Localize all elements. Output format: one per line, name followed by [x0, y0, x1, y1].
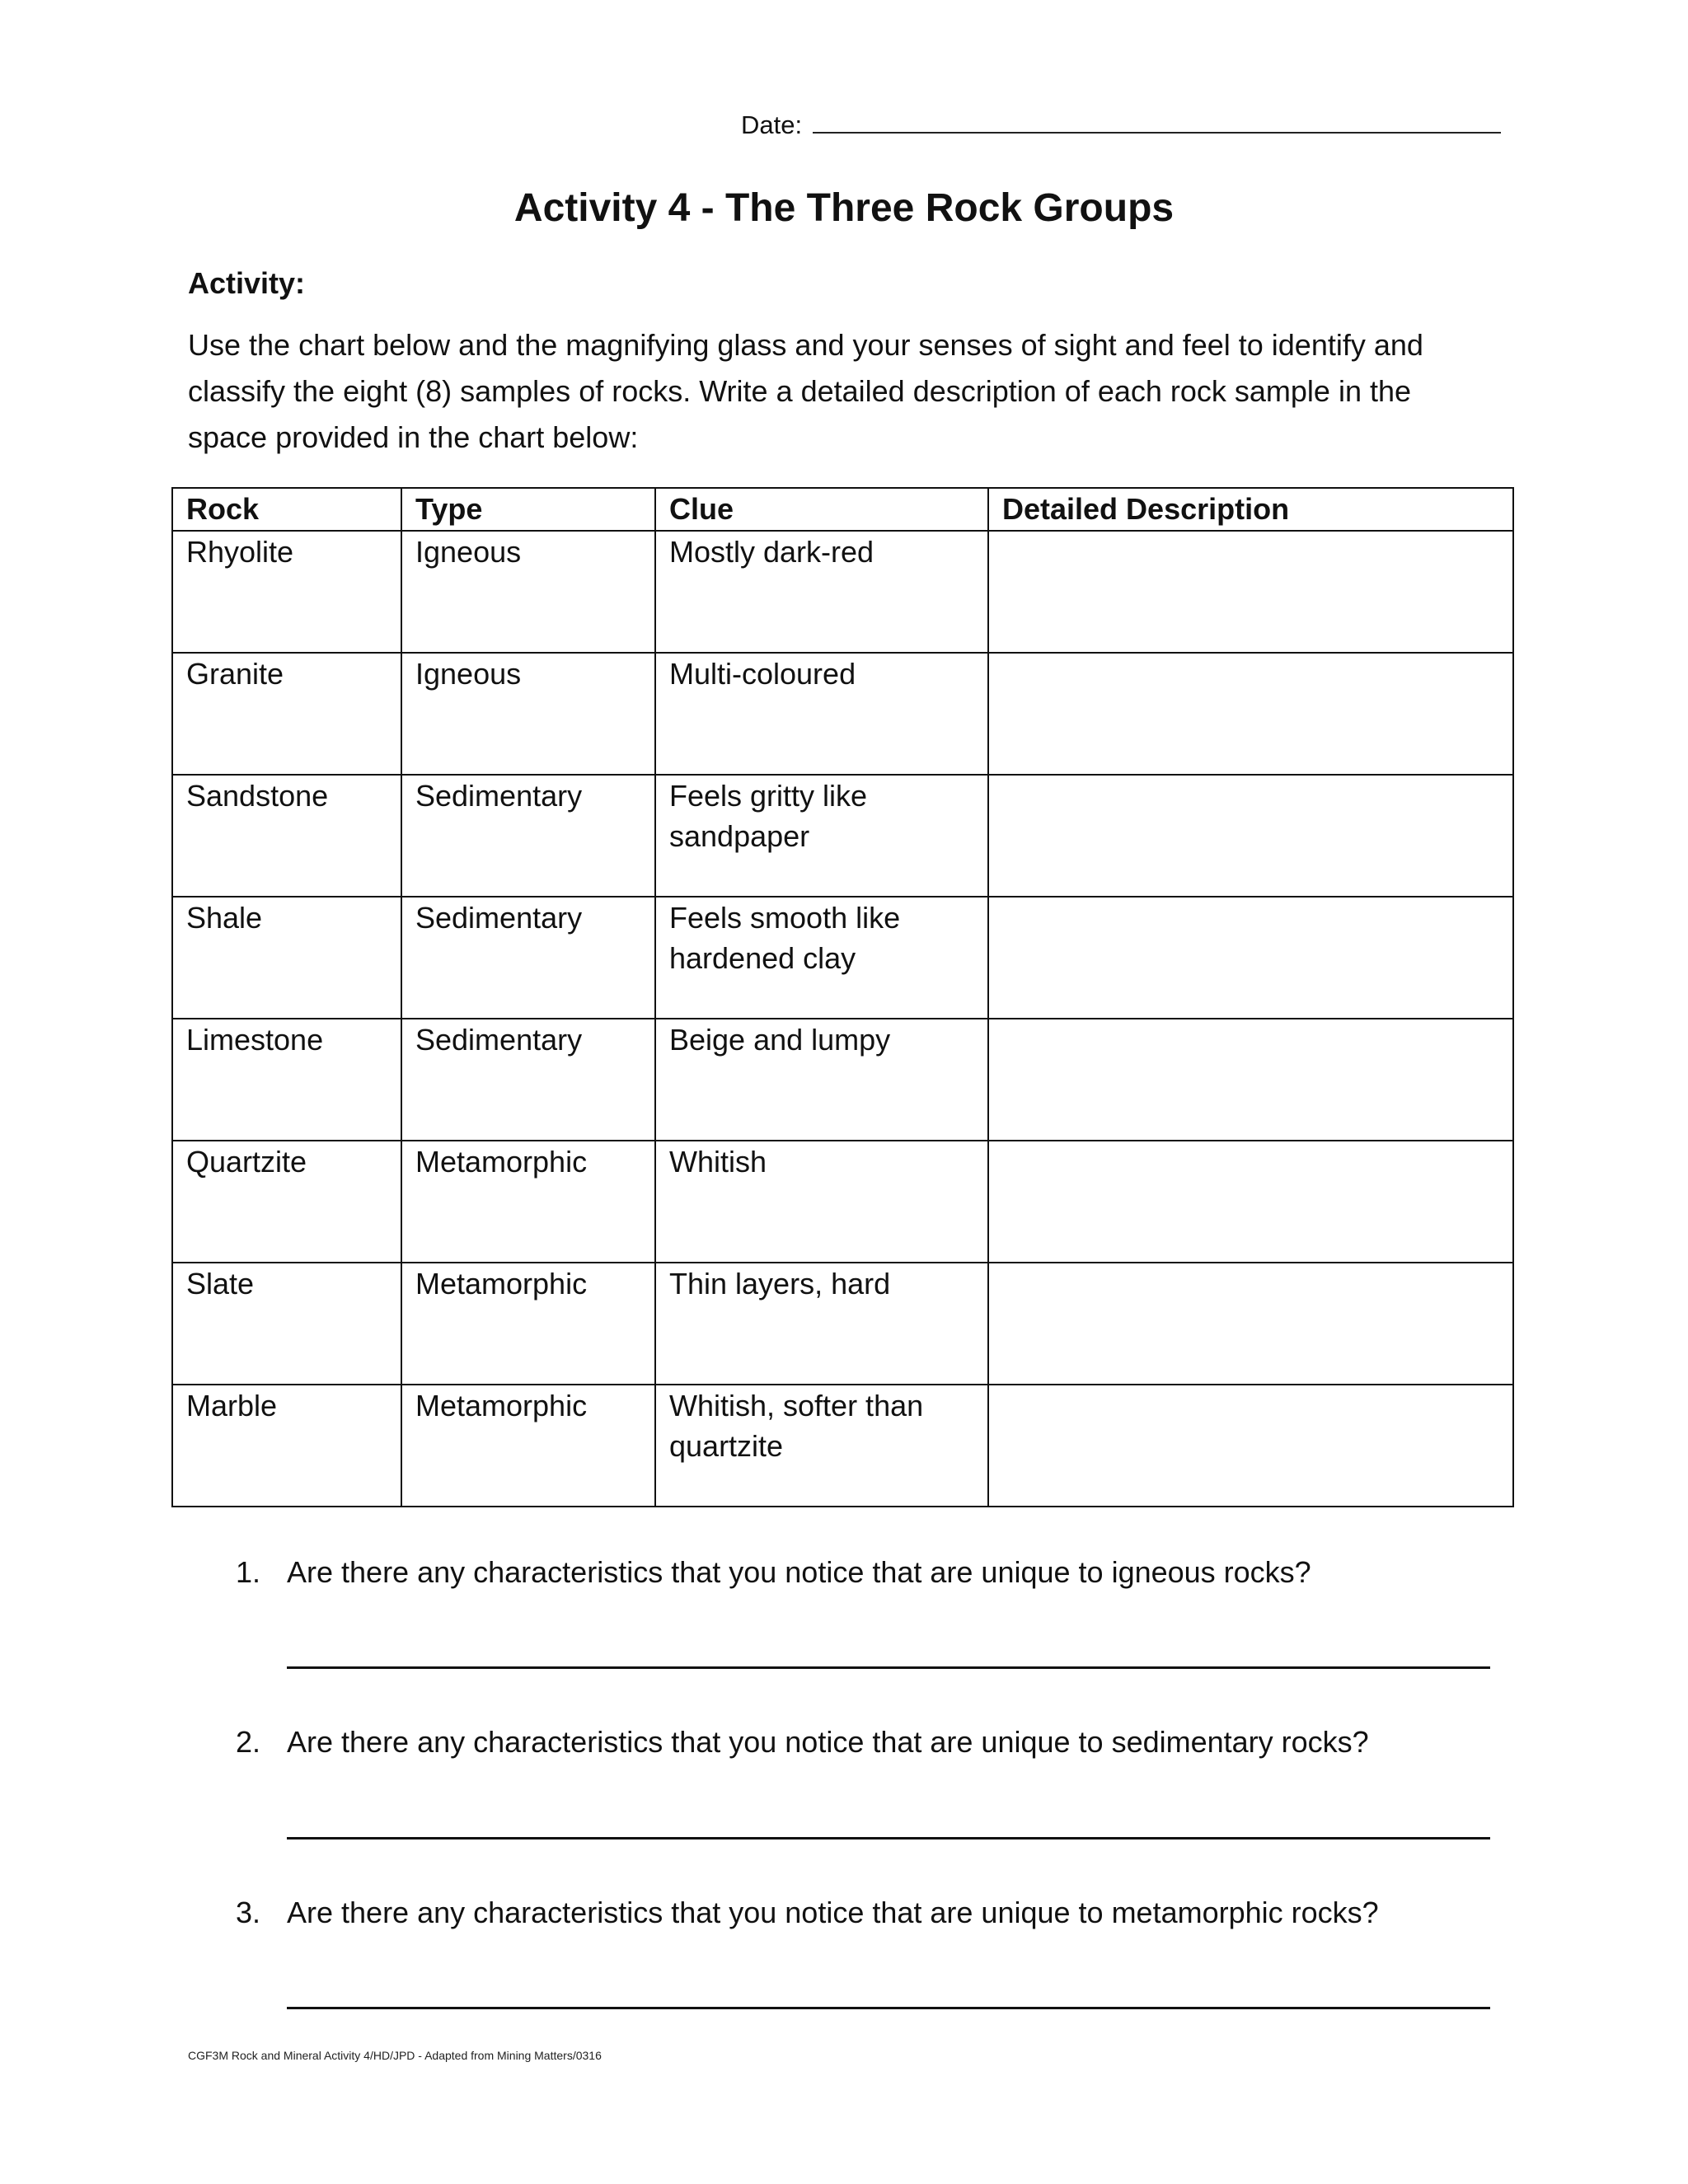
rock-name-cell: Sandstone [172, 775, 401, 897]
page-title: Activity 4 - The Three Rock Groups [513, 186, 1175, 230]
header-clue: Clue [655, 488, 988, 531]
date-blank-line[interactable] [813, 107, 1501, 134]
header-detailed-description: Detailed Description [988, 488, 1513, 531]
rock-clue-cell: Whitish, softer than quartzite [655, 1385, 988, 1507]
rock-name-cell: Quartzite [172, 1141, 401, 1263]
rock-type-cell: Sedimentary [401, 897, 655, 1019]
description-cell[interactable] [988, 1019, 1513, 1141]
rock-clue-cell: Feels smooth like hardened clay [655, 897, 988, 1019]
rock-chart-table [171, 487, 1514, 1507]
table-row [172, 653, 1513, 775]
rock-name-cell: Marble [172, 1385, 401, 1507]
description-cell[interactable] [988, 653, 1513, 775]
rock-type-cell: Metamorphic [401, 1263, 655, 1385]
question-1 [236, 1555, 1311, 1590]
rock-name-cell: Slate [172, 1263, 401, 1385]
table-row [172, 897, 1513, 1019]
question-3 [236, 1896, 1379, 1930]
header-rock: Rock [172, 488, 401, 531]
table-row [172, 775, 1513, 897]
question-number: 2. [236, 1725, 261, 1759]
rock-clue-cell: Mostly dark-red [655, 531, 988, 653]
description-cell[interactable] [988, 1263, 1513, 1385]
question-2 [236, 1725, 1369, 1760]
rock-name-cell: Limestone [172, 1019, 401, 1141]
rock-clue-cell: Whitish [655, 1141, 988, 1263]
rock-name-cell: Rhyolite [172, 531, 401, 653]
table-row [172, 1263, 1513, 1385]
answer-line-1[interactable] [287, 1666, 1490, 1669]
description-cell[interactable] [988, 897, 1513, 1019]
description-cell[interactable] [988, 775, 1513, 897]
question-text: Are there any characteristics that you notice that are unique to igneous rocks? [287, 1555, 1311, 1589]
rock-clue-cell: Beige and lumpy [655, 1019, 988, 1141]
table-header-row [172, 488, 1513, 531]
rock-name-cell: Granite [172, 653, 401, 775]
rock-name-cell: Shale [172, 897, 401, 1019]
rock-type-cell: Metamorphic [401, 1385, 655, 1507]
rock-type-cell: Metamorphic [401, 1141, 655, 1263]
description-cell[interactable] [988, 1141, 1513, 1263]
date-label: Date: [741, 110, 803, 139]
rock-clue-cell: Feels gritty like sandpaper [655, 775, 988, 897]
table-row [172, 1019, 1513, 1141]
answer-line-3[interactable] [287, 2007, 1490, 2009]
description-cell[interactable] [988, 1385, 1513, 1507]
question-text: Are there any characteristics that you notice that are unique to sedimentary rocks? [287, 1725, 1369, 1759]
answer-line-2[interactable] [287, 1837, 1490, 1840]
rock-type-cell: Igneous [401, 531, 655, 653]
rock-clue-cell: Multi-coloured [655, 653, 988, 775]
date-field [741, 107, 1501, 140]
footer-text: CGF3M Rock and Mineral Activity 4/HD/JPD - Adapted from Mining Matters/0316 [188, 2049, 602, 2062]
rock-type-cell: Igneous [401, 653, 655, 775]
rock-type-cell: Sedimentary [401, 1019, 655, 1141]
rock-type-cell: Sedimentary [401, 775, 655, 897]
question-number: 3. [236, 1896, 261, 1929]
activity-heading: Activity: [188, 266, 306, 300]
rock-clue-cell: Thin layers, hard [655, 1263, 988, 1385]
table-row [172, 1141, 1513, 1263]
instructions-text: Use the chart below and the magnifying glass and your senses of sight and feel to identify and classify the eight (8) samples of rocks. Write a detailed description of each rock sample in the space provided in the chart below: [188, 328, 1423, 454]
question-text: Are there any characteristics that you notice that are unique to metamorphic rocks? [287, 1896, 1379, 1929]
table-row [172, 531, 1513, 653]
question-number: 1. [236, 1555, 261, 1589]
table-row [172, 1385, 1513, 1507]
description-cell[interactable] [988, 531, 1513, 653]
header-type: Type [401, 488, 655, 531]
